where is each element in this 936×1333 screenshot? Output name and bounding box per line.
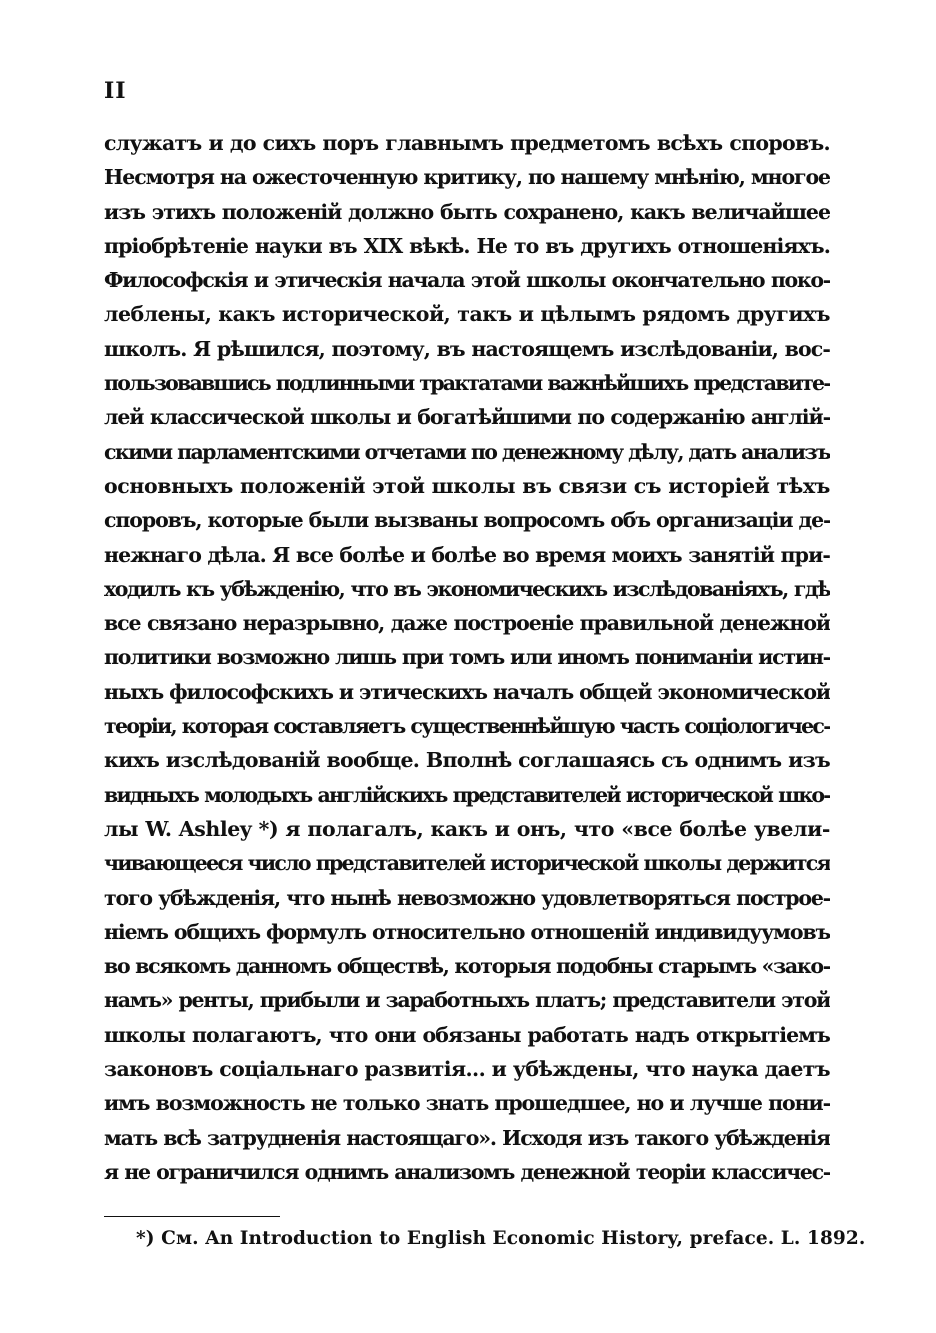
text-line: ныхъ философскихъ и этическихъ началъ общей экономической [104,679,830,704]
page-number: II [104,78,127,104]
text-line: основныхъ положеній этой школы въ связи съ исторіей тѣхъ [104,473,830,498]
text-line: лы W. Ashley *) я полагалъ, какъ и онъ, что «все болѣе увели- [104,816,830,841]
text-line: лей классической школы и богатѣйшими по содержанію англій- [104,405,830,430]
text-line: ходилъ къ убѣжденію, что въ экономическихъ изслѣдованіяхъ, гдѣ [104,576,830,601]
text-line: леблены, какъ исторической, такъ и цѣлымъ рядомъ другихъ [104,302,830,327]
text-line: того убѣжденія, что нынѣ невозможно удовлетворяться построе- [104,885,830,910]
text-line: кихъ изслѣдованій вообще. Вполнѣ соглашаясь съ однимъ изъ [104,748,830,773]
text-line: мать всѣ затрудненія настоящаго». Исходя изъ такого убѣжденія [104,1125,830,1150]
text-line: школы полагаютъ, что они обязаны работать надъ открытіемъ [104,1022,830,1047]
text-line: служатъ и до сихъ поръ главнымъ предметомъ всѣхъ споровъ. [104,131,830,155]
text-line: школъ. Я рѣшился, поэтому, въ настоящемъ изслѣдованіи, вос- [104,336,830,361]
text-line: скими парламентскими отчетами по денежному дѣлу, дать анализъ [104,439,830,464]
body-text [104,126,830,1189]
text-line: намъ» ренты, прибыли и заработныхъ платъ; представители этой [104,988,830,1013]
text-line: во всякомъ данномъ обществѣ, которыя подобны старымъ «зако- [104,954,830,979]
text-line: пользовавшись подлинными трактатами важнѣйшихъ представите- [104,371,830,396]
text-line: нежнаго дѣла. Я все болѣе и болѣе во время моихъ занятій при- [104,542,830,567]
text-line: все связано неразрывно, даже построеніе правильной денежной [104,611,830,636]
text-line: имъ возможность не только знать прошедшее, но и лучше пони- [104,1091,830,1116]
text-line: пріобрѣтеніе науки въ XIX вѣкѣ. Не то въ другихъ отношеніяхъ. [104,233,830,258]
text-line: я не ограничился однимъ анализомъ денежной теоріи классичес- [104,1159,830,1184]
text-line: изъ этихъ положеній должно быть сохранено, какъ величайшее [104,199,830,224]
footnote: *) См. An Introduction to English Economic History, preface. L. 1892. [136,1228,866,1249]
text-line: ніемъ общихъ формулъ относительно отношеній индивидуумовъ [104,919,830,944]
text-line: споровъ, которые были вызваны вопросомъ объ организаціи де- [104,508,830,533]
text-line: политики возможно лишь при томъ или иномъ пониманіи истин- [104,645,830,670]
footnote-divider [104,1216,280,1217]
text-line: Несмотря на ожесточенную критику, по нашему мнѣнію, многое [104,165,830,190]
text-line: чивающееся число представителей исторической школы держится [104,851,830,876]
text-line: видныхъ молодыхъ англійскихъ представителей исторической шко- [104,782,830,807]
text-line: теоріи, которая составляетъ существеннѣйшую часть соціологичес- [104,714,830,739]
text-line: Философскія и этическія начала этой школы окончательно поко- [104,268,830,293]
text-line: законовъ соціальнаго развитія... и убѣждены, что наука даетъ [104,1057,830,1082]
